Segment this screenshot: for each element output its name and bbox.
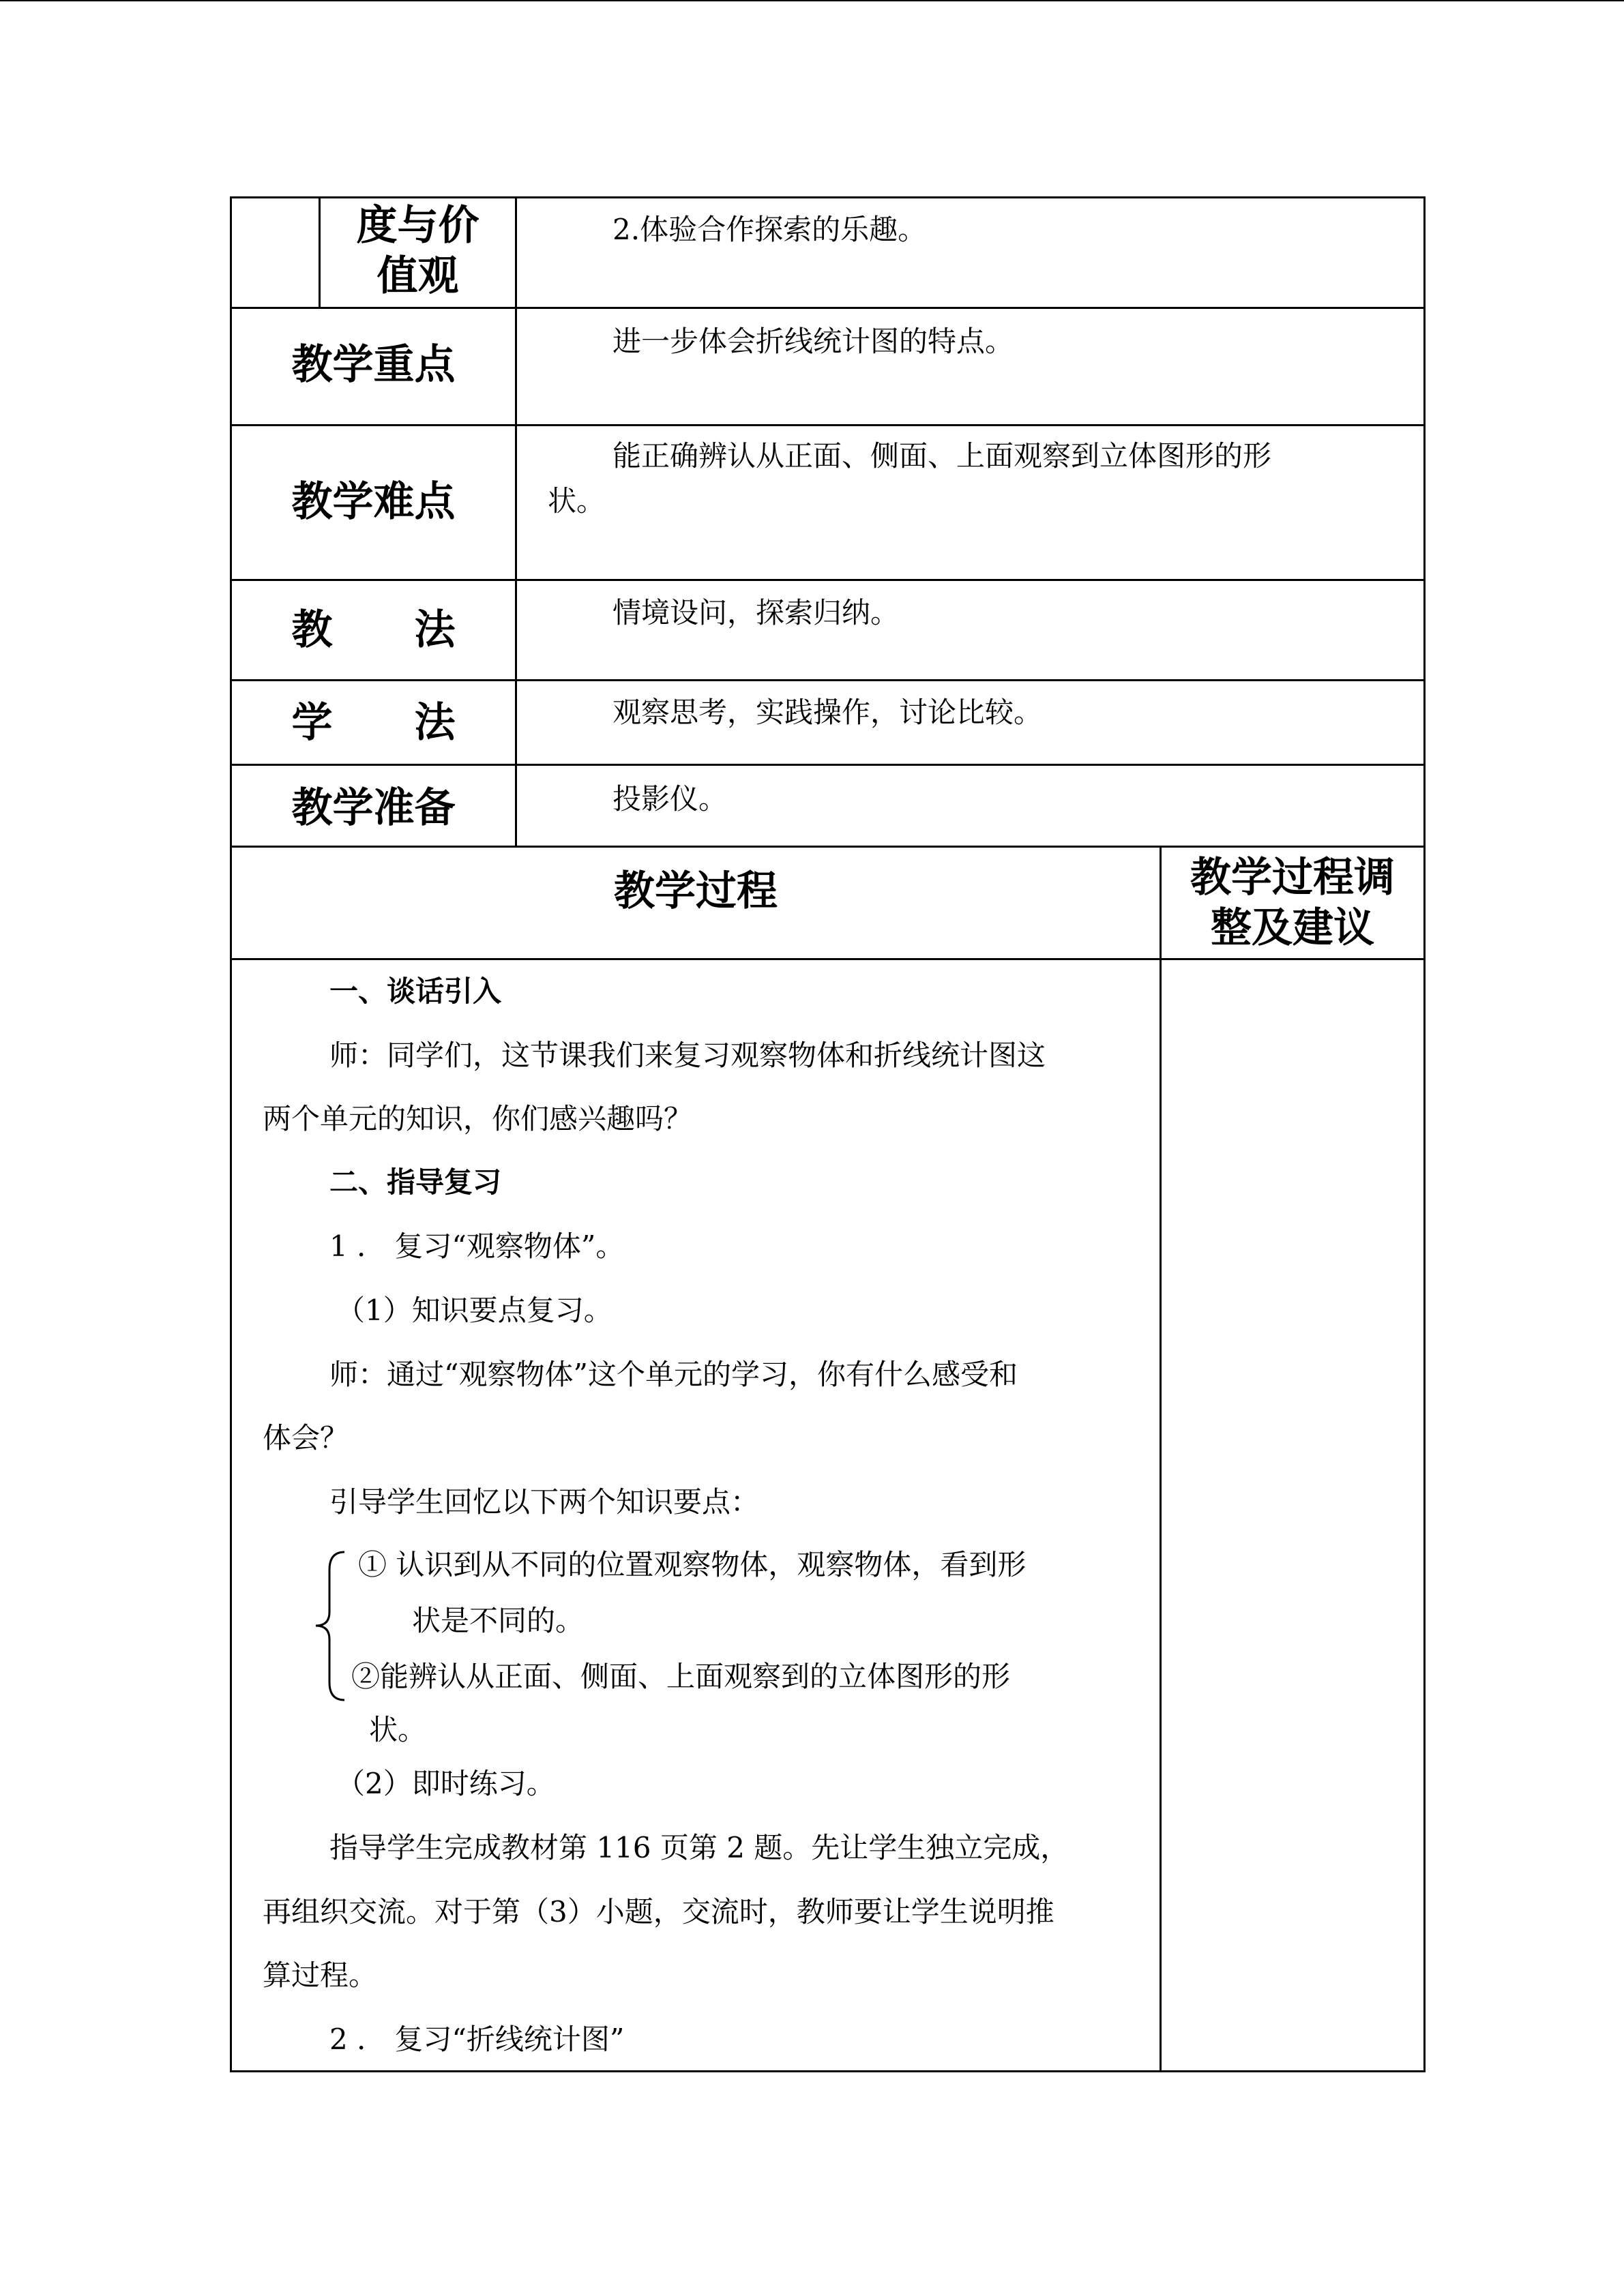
paragraph: 师：同学们，这节课我们来复习观察物体和折线统计图这 <box>329 1039 1046 1072</box>
knowledge-point: 状。 <box>369 1713 427 1746</box>
section-heading: 二、指导复习 <box>329 1165 502 1199</box>
paragraph: 体会？ <box>263 1421 349 1455</box>
table-border <box>515 196 517 848</box>
section-heading: 一、谈话引入 <box>329 974 502 1008</box>
curly-brace-icon <box>310 1549 351 1703</box>
table-border <box>230 846 1426 848</box>
row-content-attitude: 2.体验合作探索的乐趣。 <box>612 213 927 246</box>
row-content-key-point: 进一步体会折线统计图的特点。 <box>612 325 1014 358</box>
table-border <box>1423 196 1426 2072</box>
page-top-border <box>0 0 1624 1</box>
table-border <box>230 679 1426 681</box>
paragraph: （1）知识要点复习。 <box>336 1294 612 1327</box>
row-label-difficulty: 教学难点 <box>291 478 456 526</box>
knowledge-point: ②能辨认从正面、侧面、上面观察到的立体图形的形 <box>351 1660 1011 1693</box>
row-label-preparation: 教学准备 <box>291 784 456 832</box>
knowledge-point: 状是不同的。 <box>412 1604 585 1637</box>
row-content-preparation: 投影仪。 <box>612 782 728 816</box>
paragraph: 师：通过“观察物体”这个单元的学习，你有什么感受和 <box>329 1358 1018 1391</box>
table-border <box>230 424 1426 426</box>
row-label-learning-method: 学 法 <box>291 699 456 747</box>
paragraph: 指导学生完成教材第 116 页第 2 题。先让学生独立完成， <box>329 1831 1069 1864</box>
paragraph: （2）即时练习。 <box>336 1767 555 1800</box>
table-border <box>230 307 1426 309</box>
subsection-heading: 1 ． 复习“观察物体”。 <box>329 1229 625 1263</box>
paragraph: 算过程。 <box>263 1958 378 1992</box>
process-header-left: 教学过程 <box>614 867 778 915</box>
process-header-right: 教学过程调 整及建议 <box>1190 854 1395 952</box>
table-border <box>230 958 1426 960</box>
table-border <box>1160 846 1162 2072</box>
subsection-heading: 2 ． 复习“折线统计图” <box>329 2023 625 2056</box>
row-label-attitude: 度与价 值观 <box>356 202 479 300</box>
table-border <box>230 579 1426 581</box>
table-border <box>230 2070 1426 2072</box>
row-content-teaching-method: 情境设问，探索归纳。 <box>612 596 900 629</box>
row-content-learning-method: 观察思考，实践操作，讨论比较。 <box>612 696 1043 729</box>
paragraph: 两个单元的知识，你们感兴趣吗？ <box>263 1102 693 1135</box>
row-label-teaching-method: 教 法 <box>291 606 456 654</box>
paragraph: 再组织交流。对于第（3）小题，交流时，教师要让学生说明推 <box>263 1895 1054 1928</box>
table-border <box>230 764 1426 766</box>
table-border <box>230 196 1426 198</box>
knowledge-point: ① 认识到从不同的位置观察物体，观察物体，看到形 <box>358 1548 1027 1581</box>
paragraph: 引导学生回忆以下两个知识要点： <box>329 1485 760 1519</box>
row-label-key-point: 教学重点 <box>291 341 456 389</box>
row-content-difficulty: 能正确辨认从正面、侧面、上面观察到立体图形的形 状。 <box>548 439 1272 518</box>
